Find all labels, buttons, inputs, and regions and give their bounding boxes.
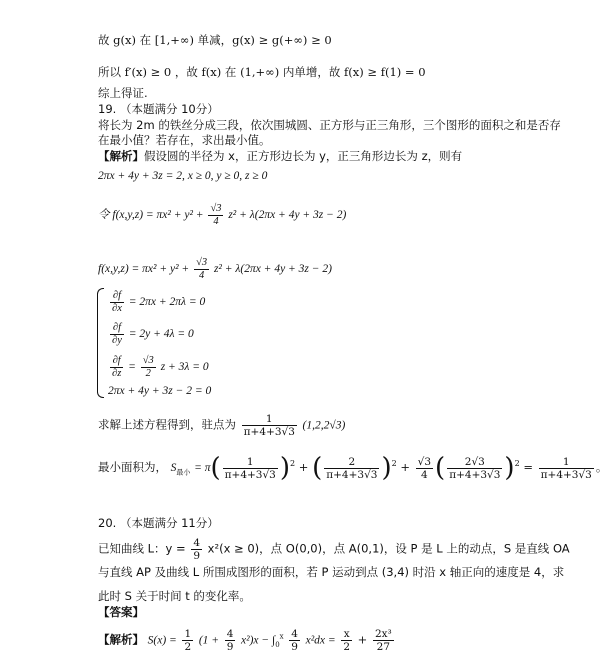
text-line: 综上得证.: [98, 86, 148, 100]
fraction: $\frac{√3}{4}$: [196, 257, 208, 281]
equation-part: f(x,y,z) = πx² + y² +: [98, 263, 190, 276]
analysis-tag: 【解析】: [98, 149, 144, 163]
equation-part: 令 f(x,y,z) = πx² + y² +: [98, 209, 204, 222]
text-line: 将长为 2m 的铁丝分成三段，依次围城圆、正方形与正三角形，三个图形的面积之和是否存: [98, 118, 561, 132]
analysis-line: 【解析】 S(x) = $\frac{1}{2}$ (1 + $\frac{4}{9}$ $x^2)x - \int_0^x$ $\frac{4}{9}$ x²dx = $\frac{x}{2}$ + $\frac{\text{2x³}}{27}$: [98, 628, 392, 653]
text-line: 所以 f′(x) ≥ 0 ，故 f(x) 在 (1,+∞) 内单增，故 f(x) ≥ f(1) = 0: [98, 65, 426, 79]
analysis-text: 假设圆的半径为 x，正方形边长为 y，正三角形边长为 z，则有: [144, 149, 463, 163]
text-line: 在最小值？若存在，求出最小值。: [98, 133, 271, 147]
equation-part: z² + λ(2πx + 4y + 3z − 2): [213, 263, 333, 276]
text-line: 故 g(x) 在 [1,+∞) 单减，g(x) ≥ g(+∞) ≥ 0: [98, 33, 332, 47]
analysis-line: [98, 149, 462, 163]
minimum-area-line: 最小面积为， $S_{最小} = \pi$( $\frac{1}{\pi+4+3√3}$ )$^2$ + ( $\frac{2}{\pi+4+3√3}$ )$^2$ + $\frac{√3}{4}$ ( $\frac{2√3}{\pi+4+3√3}$ )$^2$ = $\frac{1}{\pi+4+3√3}$ 。: [98, 453, 607, 483]
text-line: 与直线 AP 及曲线 L 所围成图形的面积，若 P 运动到点 (3,4) 时沿 x 轴正向的速度是 4，求: [98, 565, 565, 579]
stationary-point-line: 求解上述方程得到，驻点为 $\frac{1}{\pi+4+3√3}$ (1,2,2√3): [98, 413, 346, 438]
fraction: $\frac{√3}{4}$: [210, 203, 222, 227]
problem-heading: 20. （本题满分 11分）: [98, 516, 219, 530]
system-brace: [97, 288, 104, 398]
system-eq-2: $\frac{\partial f}{\partial y}$ = 2y + 4λ = 0: [112, 322, 194, 346]
text-line: 此时 S 关于时间 t 的变化率。: [98, 589, 251, 603]
lagrange-function-1: [98, 203, 346, 228]
problem-heading: 19. （本题满分 10分）: [98, 102, 219, 116]
system-eq-3: $\frac{\partial f}{\partial z}$ = $\frac{√3}{2}$ z + 3λ = 0: [112, 355, 209, 379]
equation-part: z² + λ(2πx + 4y + 3z − 2): [228, 209, 347, 222]
answer-tag: 【答案】: [98, 605, 144, 619]
analysis-tag: 【解析】: [98, 632, 144, 647]
system-eq-4: 2πx + 4y + 3z − 2 = 0: [108, 385, 212, 397]
text-line: 已知曲线 L：y = $\frac{4}{9}$ x²(x ≥ 0)，点 O(0,0)，点 A(0,1)，设 P 是 L 上的动点，S 是直线 OA: [98, 537, 570, 562]
lagrange-function-2: [98, 257, 332, 282]
system-eq-1: $\frac{\partial f}{\partial x}$ = 2πx + 2πλ = 0: [112, 290, 206, 314]
constraint-line: 2πx + 4y + 3z = 2, x ≥ 0, y ≥ 0, z ≥ 0: [98, 170, 268, 182]
